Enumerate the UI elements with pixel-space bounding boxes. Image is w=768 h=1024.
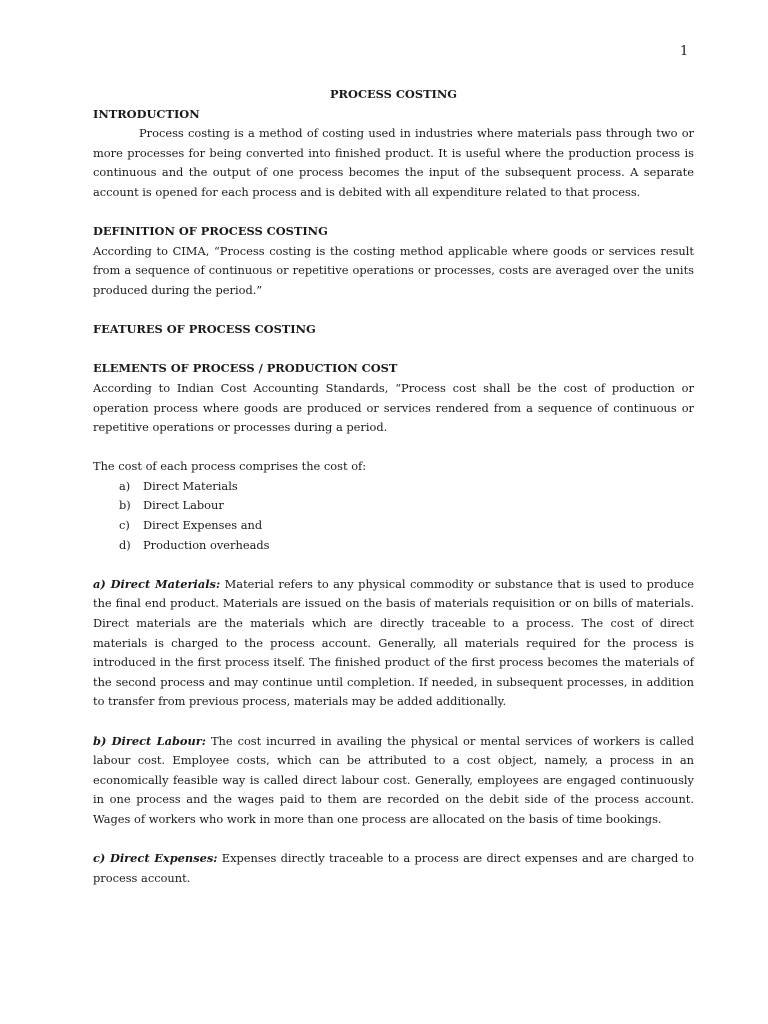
cost-elements-list [93,477,694,555]
list-item-label: Production overheads [143,537,270,552]
cost-list-intro: The cost of each process comprises the cost of: [93,459,367,474]
list-item [119,477,694,497]
list-marker: b) [119,498,131,513]
direct-materials-term: a) Direct Materials: [93,576,221,591]
introduction-heading: INTRODUCTION [93,106,200,121]
list-item-label: Direct Labour [143,498,224,513]
direct-labour-paragraph [93,732,694,830]
spacer [93,712,694,732]
direct-labour-text: The cost incurred in availing the physical or mental services of workers is called labour cost. Employee costs, which can be attributed to a cost object, namely, a process in an economically feasible way is called direct labour cost. Generally, employees are engaged continuously in one process and the wages paid to them are recorded on the debit side of the process account. Wages of workers who work in more than one process are allocated on the basis of time bookings. [93,733,694,826]
spacer [93,438,694,458]
direct-expenses-term: c) Direct Expenses: [93,851,218,866]
list-item-label: Direct Materials [143,478,238,493]
list-marker: c) [119,518,130,533]
elements-paragraph: According to Indian Cost Accounting Standards, “Process cost shall be the cost of production or operation process where goods are produced or services rendered from a sequence of continuous or repetitive operations or processes during a period. [93,380,694,435]
spacer [93,340,694,360]
direct-labour-term: b) Direct Labour: [93,733,207,748]
spacer [93,830,694,850]
spacer [93,203,694,223]
list-item [119,496,694,516]
direct-materials-paragraph [93,575,694,712]
introduction-paragraph: Process costing is a method of costing used in industries where materials pass through two or more processes for being converted into finished product. It is useful where the production process is continuous and the output of one process becomes the input of the subsequent process. A separate account is opened for each process and is debited with all expenditure related to that process. [93,126,694,199]
list-item [119,516,694,536]
direct-expenses-paragraph [93,849,694,888]
elements-heading: ELEMENTS OF PROCESS / PRODUCTION COST [93,361,398,376]
features-heading: FEATURES OF PROCESS COSTING [93,322,316,337]
spacer [93,301,694,321]
list-marker: d) [119,537,131,552]
list-marker: a) [119,478,131,493]
definition-heading: DEFINITION OF PROCESS COSTING [93,224,328,239]
list-item-label: Direct Expenses and [143,518,263,533]
direct-expenses-text: Expenses directly traceable to a process are direct expenses and are charged to process account. [93,851,694,885]
page-number: 1 [680,44,689,59]
list-item [119,536,694,556]
document-body [93,85,694,888]
definition-paragraph: According to CIMA, “Process costing is the costing method applicable where goods or services result from a sequence of continuous or repetitive operations or processes, costs are averaged over the units produced during the period.” [93,243,694,297]
spacer [93,555,694,575]
document-title: PROCESS COSTING [329,87,458,101]
direct-materials-text: Material refers to any physical commodity or substance that is used to produce the final end product. Materials are issued on the basis of materials requisition or on bills of materials. Direct materials are the materials which are directly traceable to a process. The cost of direct materials is charged to the process account. Generally, all materials required for the process is introduced in the first process itself. The finished product of the first process becomes the materials of the second process and may continue until completion. If needed, in subsequent processes, in addition to transfer from previous process, materials may be added additionally. [93,576,694,709]
